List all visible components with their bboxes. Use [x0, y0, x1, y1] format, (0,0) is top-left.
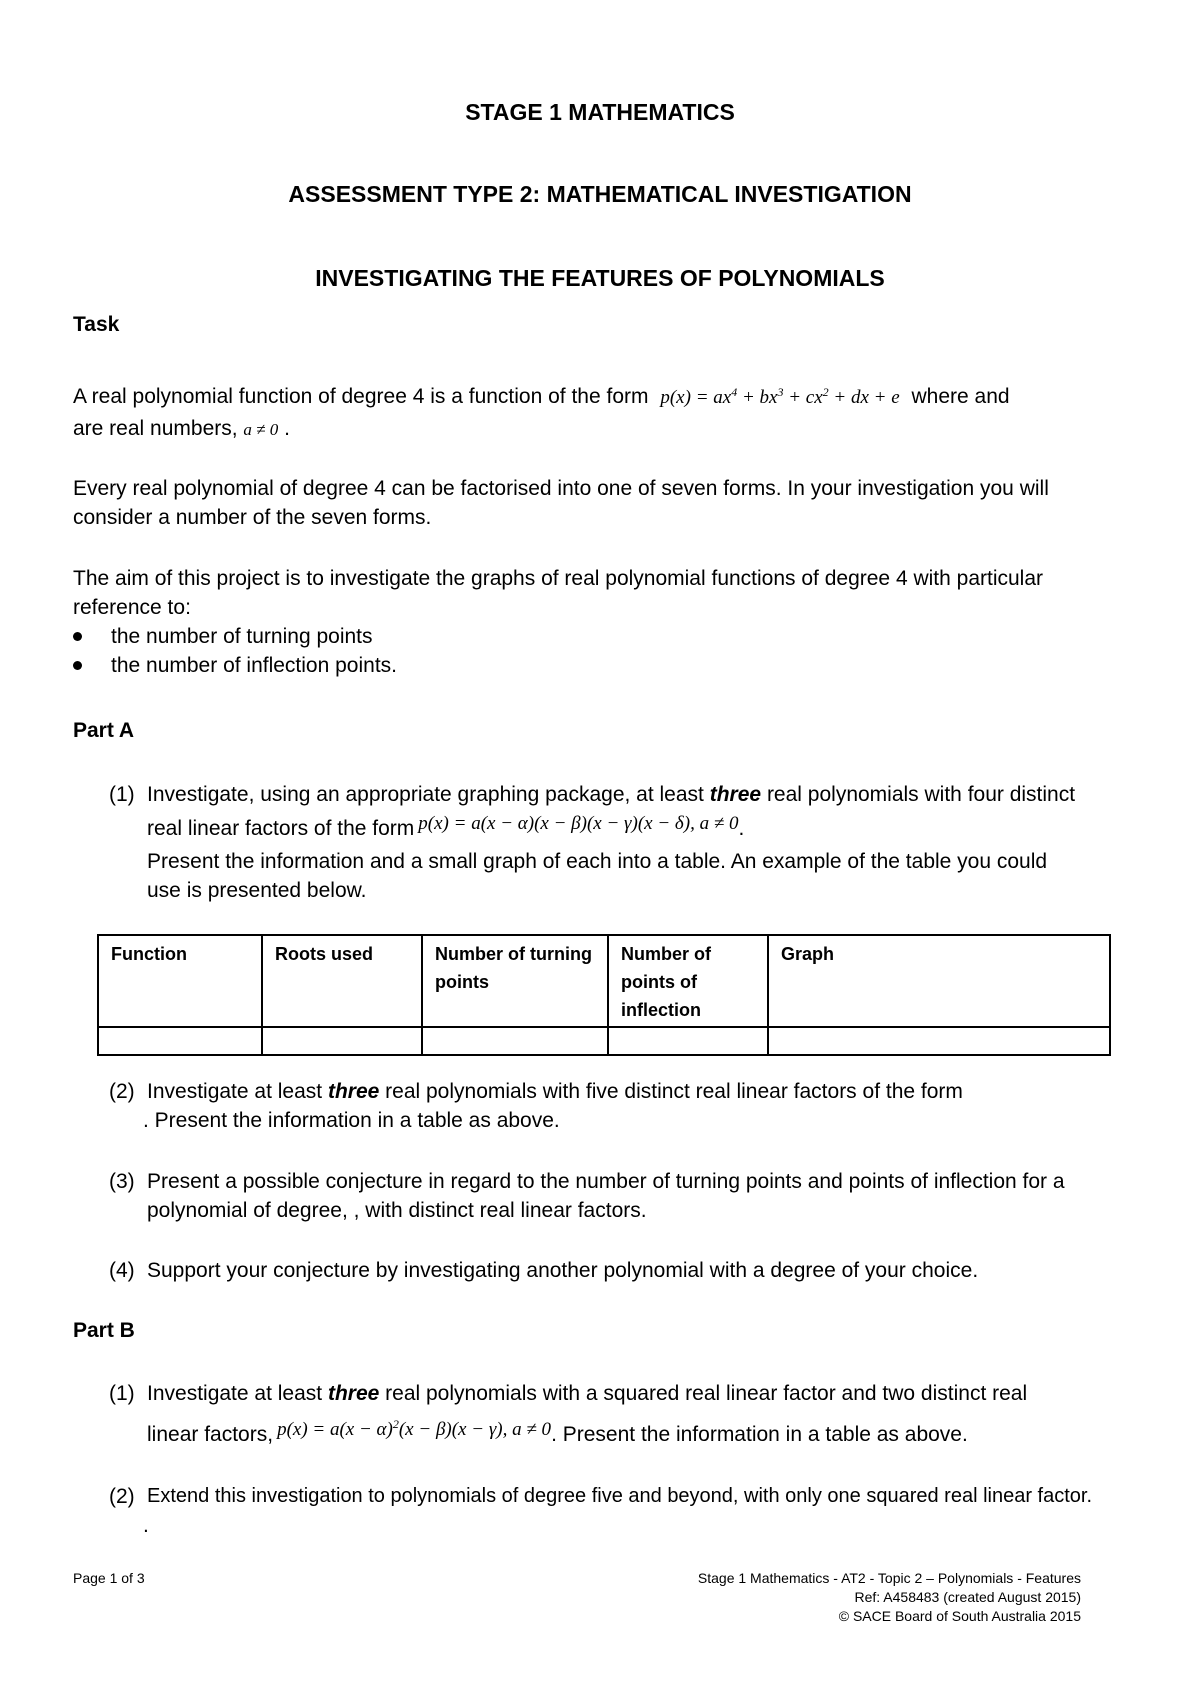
page-subtitle: ASSESSMENT TYPE 2: MATHEMATICAL INVESTIGATION: [288, 181, 912, 207]
bullet-item-inflection-points: the number of inflection points.: [111, 654, 398, 677]
table-header-graph: Graph: [768, 935, 1110, 1027]
footer-line-1: Stage 1 Mathematics - AT2 - Topic 2 – Polynomials - Features: [697, 1570, 1081, 1586]
table-cell: [422, 1027, 608, 1055]
task-paragraph-3-line1: The aim of this project is to investigate the graphs of real polynomial functions of degree 4 with particular: [73, 567, 1044, 590]
degree4-formula: $p(x) = ax^4 + bx^3 + cx^2$ + dx + e: [660, 385, 900, 408]
part-a-q2-number: (2): [109, 1080, 135, 1103]
part-a-q2-line2: . Present the information in a table as above.: [143, 1109, 560, 1132]
a-nonzero-condition: a ≠ 0: [243, 420, 279, 439]
task-paragraph-2-line2: consider a number of the seven forms.: [73, 506, 432, 529]
table-cell: [608, 1027, 768, 1055]
part-a-q1-number: (1): [109, 783, 135, 806]
table-header-inflection: Number of points of inflection: [608, 935, 768, 1027]
part-a-q1-line3: Present the information and a small graph of each into a table. An example of the table you could: [147, 850, 1048, 873]
part-a-q3-line1: Present a possible conjecture in regard to the number of turning points and points of inflection for a: [147, 1170, 1065, 1193]
emphasis-three: three: [327, 1080, 380, 1103]
table-cell: [768, 1027, 1110, 1055]
part-a-q1-line2: real linear factors of the form p(x) = a(x − α)(x − β)(x − γ)(x − δ), a ≠ 0.: [147, 813, 745, 840]
bullet-item-turning-points: the number of turning points: [111, 625, 373, 648]
footer-page-number: Page 1 of 3: [73, 1570, 145, 1586]
part-a-q4-line1: Support your conjecture by investigating another polynomial with a degree of your choice.: [147, 1259, 979, 1282]
part-b-q1-line1: Investigate at least three real polynomials with a squared real linear factor and two distinct real: [147, 1382, 1028, 1405]
task-paragraph-3-line2: reference to:: [73, 596, 191, 619]
task-text-a: A real polynomial function of degree 4 is a function of the form: [73, 385, 649, 408]
part-b-q2-number: (2): [109, 1485, 135, 1508]
part-a-q3-line2: polynomial of degree, , with distinct real linear factors.: [147, 1199, 647, 1222]
table-cell: [262, 1027, 422, 1055]
part-b-heading: Part B: [73, 1319, 135, 1342]
table-header-row: [98, 935, 1110, 1027]
emphasis-three: three: [709, 783, 762, 806]
part-b-q2-line1: Extend this investigation to polynomials of degree five and beyond, with only one squared real linear factor.: [147, 1485, 1093, 1507]
page-heading: INVESTIGATING THE FEATURES OF POLYNOMIALS: [315, 265, 885, 291]
task-paragraph-2-line1: Every real polynomial of degree 4 can be factorised into one of seven forms. In your investigation you will: [73, 477, 1049, 500]
task-paragraph-1: [73, 382, 1010, 412]
bullet-icon: [73, 632, 82, 641]
part-a-q2-line1: Investigate at least three real polynomials with five distinct real linear factors of the form: [147, 1080, 963, 1103]
part-b-q1-number: (1): [109, 1382, 135, 1405]
part-a-q1-line1: Investigate, using an appropriate graphing package, at least three real polynomials with four distinct: [147, 783, 1076, 806]
table-row: [98, 1027, 1110, 1055]
part-a-heading: Part A: [73, 719, 135, 742]
table-header-turning-points: Number of turning points: [422, 935, 608, 1027]
squared-factor-formula: $p(x) = a(x - \alpha)^2(x - \beta)(x - \gamma)$, a ≠ 0: [277, 1417, 552, 1440]
part-b-q2-line2: .: [143, 1514, 149, 1537]
table-header-roots: Roots used: [262, 935, 422, 1027]
footer-reference: [698, 1569, 1081, 1626]
task-paragraph-1-cont: are real numbers, a ≠ 0 .: [73, 417, 290, 440]
table-cell: [98, 1027, 262, 1055]
bullet-icon: [73, 661, 82, 670]
part-b-q1-line2: linear factors, $p(x) = a(x - \alpha)^2(x - \beta)(x - \gamma)$, a ≠ 0. Present the information in a table as above.: [147, 1417, 968, 1446]
task-text-b: where and: [911, 385, 1010, 408]
part-a-q4-number: (4): [109, 1259, 135, 1282]
page-title: STAGE 1 MATHEMATICS: [465, 99, 735, 125]
example-table: [97, 934, 1111, 1056]
part-a-q3-number: (3): [109, 1170, 135, 1193]
four-factor-formula: p(x) = a(x − α)(x − β)(x − γ)(x − δ), a ≠ 0: [418, 813, 739, 834]
footer-line-3: © SACE Board of South Australia 2015: [838, 1608, 1081, 1624]
part-a-q1-line4: use is presented below.: [147, 879, 367, 902]
task-heading: Task: [73, 313, 120, 336]
task-text-c: are real numbers,: [73, 417, 238, 440]
footer-line-2: Ref: A458483 (created August 2015): [854, 1589, 1081, 1605]
table-header-function: Function: [98, 935, 262, 1027]
emphasis-three: three: [327, 1382, 380, 1405]
